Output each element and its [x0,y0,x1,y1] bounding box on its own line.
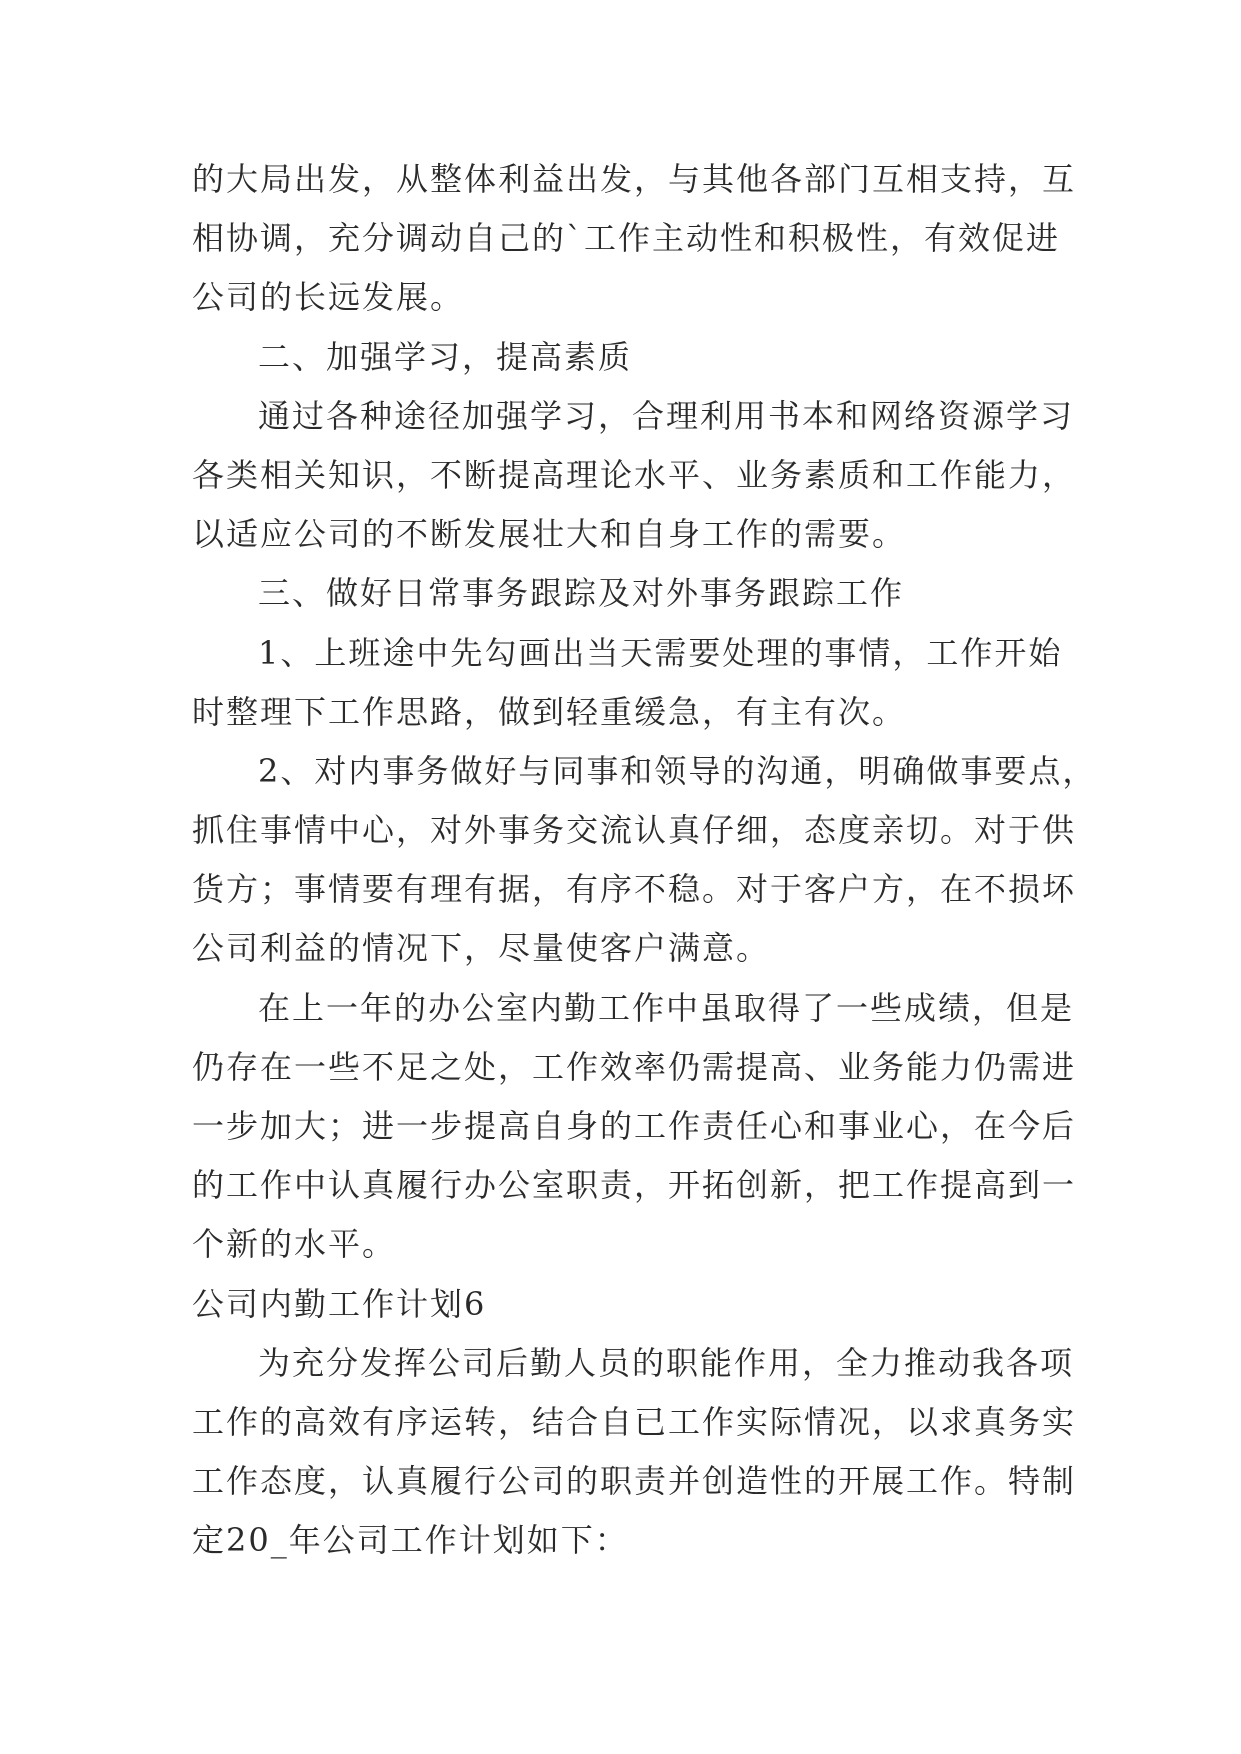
body-text-line: 为充分发挥公司后勤人员的职能作用，全力推动我各项 [258,1343,1075,1382]
body-text-line: 的工作中认真履行办公室职责，开拓创新，把工作提高到一 [192,1166,1077,1205]
body-text-line: 工作态度，认真履行公司的职责并创造性的开展工作。特制 [192,1462,1077,1501]
body-text-line: 公司利益的情况下，尽量使客户满意。 [192,929,771,968]
section-heading: 二、加强学习，提高素质 [258,337,633,376]
body-text-line: 定20_年公司工作计划如下： [192,1521,629,1560]
body-text-line: 的大局出发，从整体利益出发，与其他各部门互相支持，互 [192,160,1077,198]
body-text-line: 在上一年的办公室内勤工作中虽取得了一些成绩，但是 [258,988,1075,1027]
body-text-line: 公司的长远发展。 [192,278,465,317]
body-text-line: 仍存在一些不足之处，工作效率仍需提高、业务能力仍需进 [192,1047,1077,1086]
body-text-line: 货方；事情要有理有据，有序不稳。对于客户方，在不损坏 [192,870,1077,909]
body-text-line: 工作的高效有序运转，结合自已工作实际情况，以求真务实 [192,1402,1077,1441]
body-text-line: 个新的水平。 [192,1225,397,1264]
body-text-line: 抓住事情中心，对外事务交流认真仔细，态度亲切。对于供 [192,811,1077,850]
body-text-line: 2、对内事务做好与同事和领导的沟通，明确做事要点， [258,751,1097,790]
body-text-line: 各类相关知识，不断提高理论水平、业务素质和工作能力， [192,455,1077,494]
body-text-line: 以适应公司的不断发展壮大和自身工作的需要。 [192,515,907,554]
body-text-line: 一步加大；进一步提高自身的工作责任心和事业心，在今后 [192,1107,1077,1145]
document-title: 公司内勤工作计划6 [192,1284,487,1323]
section-heading: 三、做好日常事务跟踪及对外事务跟踪工作 [258,574,905,613]
body-text-line: 1、上班途中先勾画出当天需要处理的事情，工作开始 [258,633,1063,672]
body-text-line: 时整理下工作思路，做到轻重缓急，有主有次。 [192,692,907,731]
document-page [192,150,1097,1571]
body-text-line: 相协调，充分调动自己的`工作主动性和积极性，有效促进 [192,219,1061,258]
body-text-line: 通过各种途径加强学习，合理利用书本和网络资源学习 [258,396,1075,435]
